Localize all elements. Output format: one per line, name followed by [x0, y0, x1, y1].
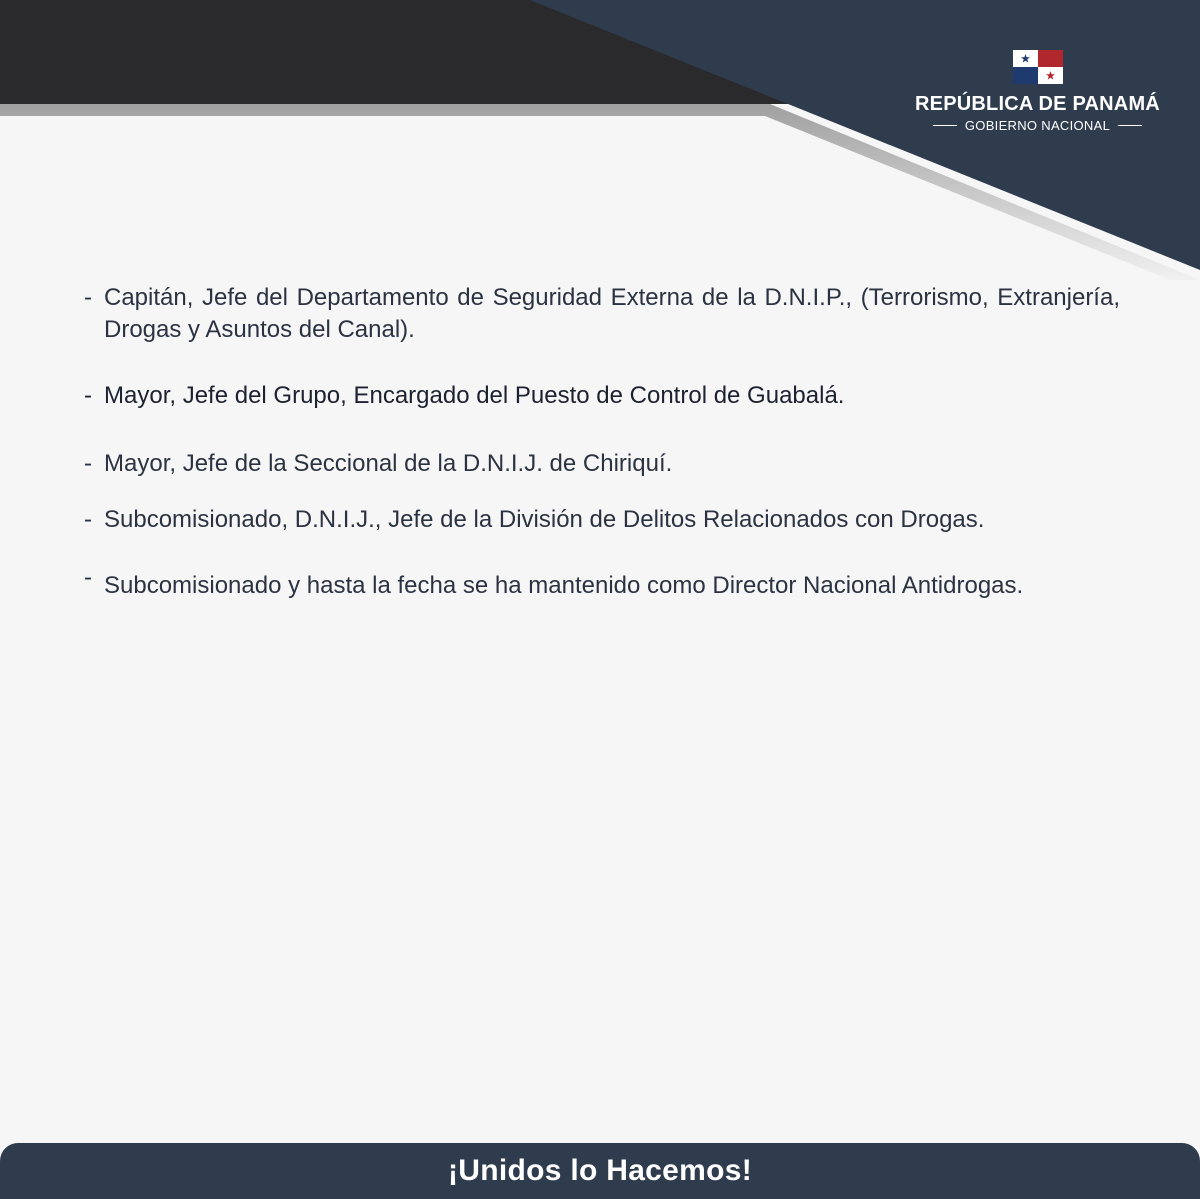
list-bullet: - — [84, 284, 92, 311]
footer-slogan: ¡Unidos lo Hacemos! — [447, 1154, 753, 1187]
header-navy-triangle — [530, 0, 1200, 270]
government-subtitle-row — [905, 118, 1170, 133]
subtitle-right-rule — [1118, 125, 1142, 126]
career-list — [84, 280, 1120, 602]
list-item-text: Capitán, Jefe del Departamento de Seguridad Externa de la D.N.I.P., (Terrorismo, Extranjería, Drogas y Asuntos del Canal). — [104, 284, 1120, 343]
list-item — [84, 282, 1120, 346]
list-item — [84, 380, 1120, 412]
list-bullet: - — [84, 450, 92, 477]
government-subtitle: GOBIERNO NACIONAL — [964, 118, 1111, 133]
list-item-text: Subcomisionado y hasta la fecha se ha mantenido como Director Nacional Antidrogas. — [104, 572, 1024, 599]
list-item — [84, 448, 1120, 480]
list-item — [84, 504, 1120, 536]
government-brand — [905, 50, 1170, 133]
list-bullet: - — [84, 506, 92, 533]
subtitle-left-rule — [933, 125, 957, 126]
list-item-text: Mayor, Jefe de la Seccional de la D.N.I.J. de Chiriquí. — [104, 450, 673, 477]
list-item-text: Subcomisionado, D.N.I.J., Jefe de la División de Delitos Relacionados con Drogas. — [104, 506, 985, 533]
country-title: REPÚBLICA DE PANAMÁ — [915, 93, 1160, 115]
header-graphic — [0, 0, 1200, 280]
list-bullet: - — [84, 564, 92, 591]
list-item-text: Mayor, Jefe del Grupo, Encargado del Puesto de Control de Guabalá. — [104, 382, 845, 409]
list-item — [84, 564, 1120, 602]
list-bullet: - — [84, 382, 92, 409]
footer-banner — [0, 1143, 1200, 1199]
panama-flag-icon — [1013, 50, 1063, 84]
